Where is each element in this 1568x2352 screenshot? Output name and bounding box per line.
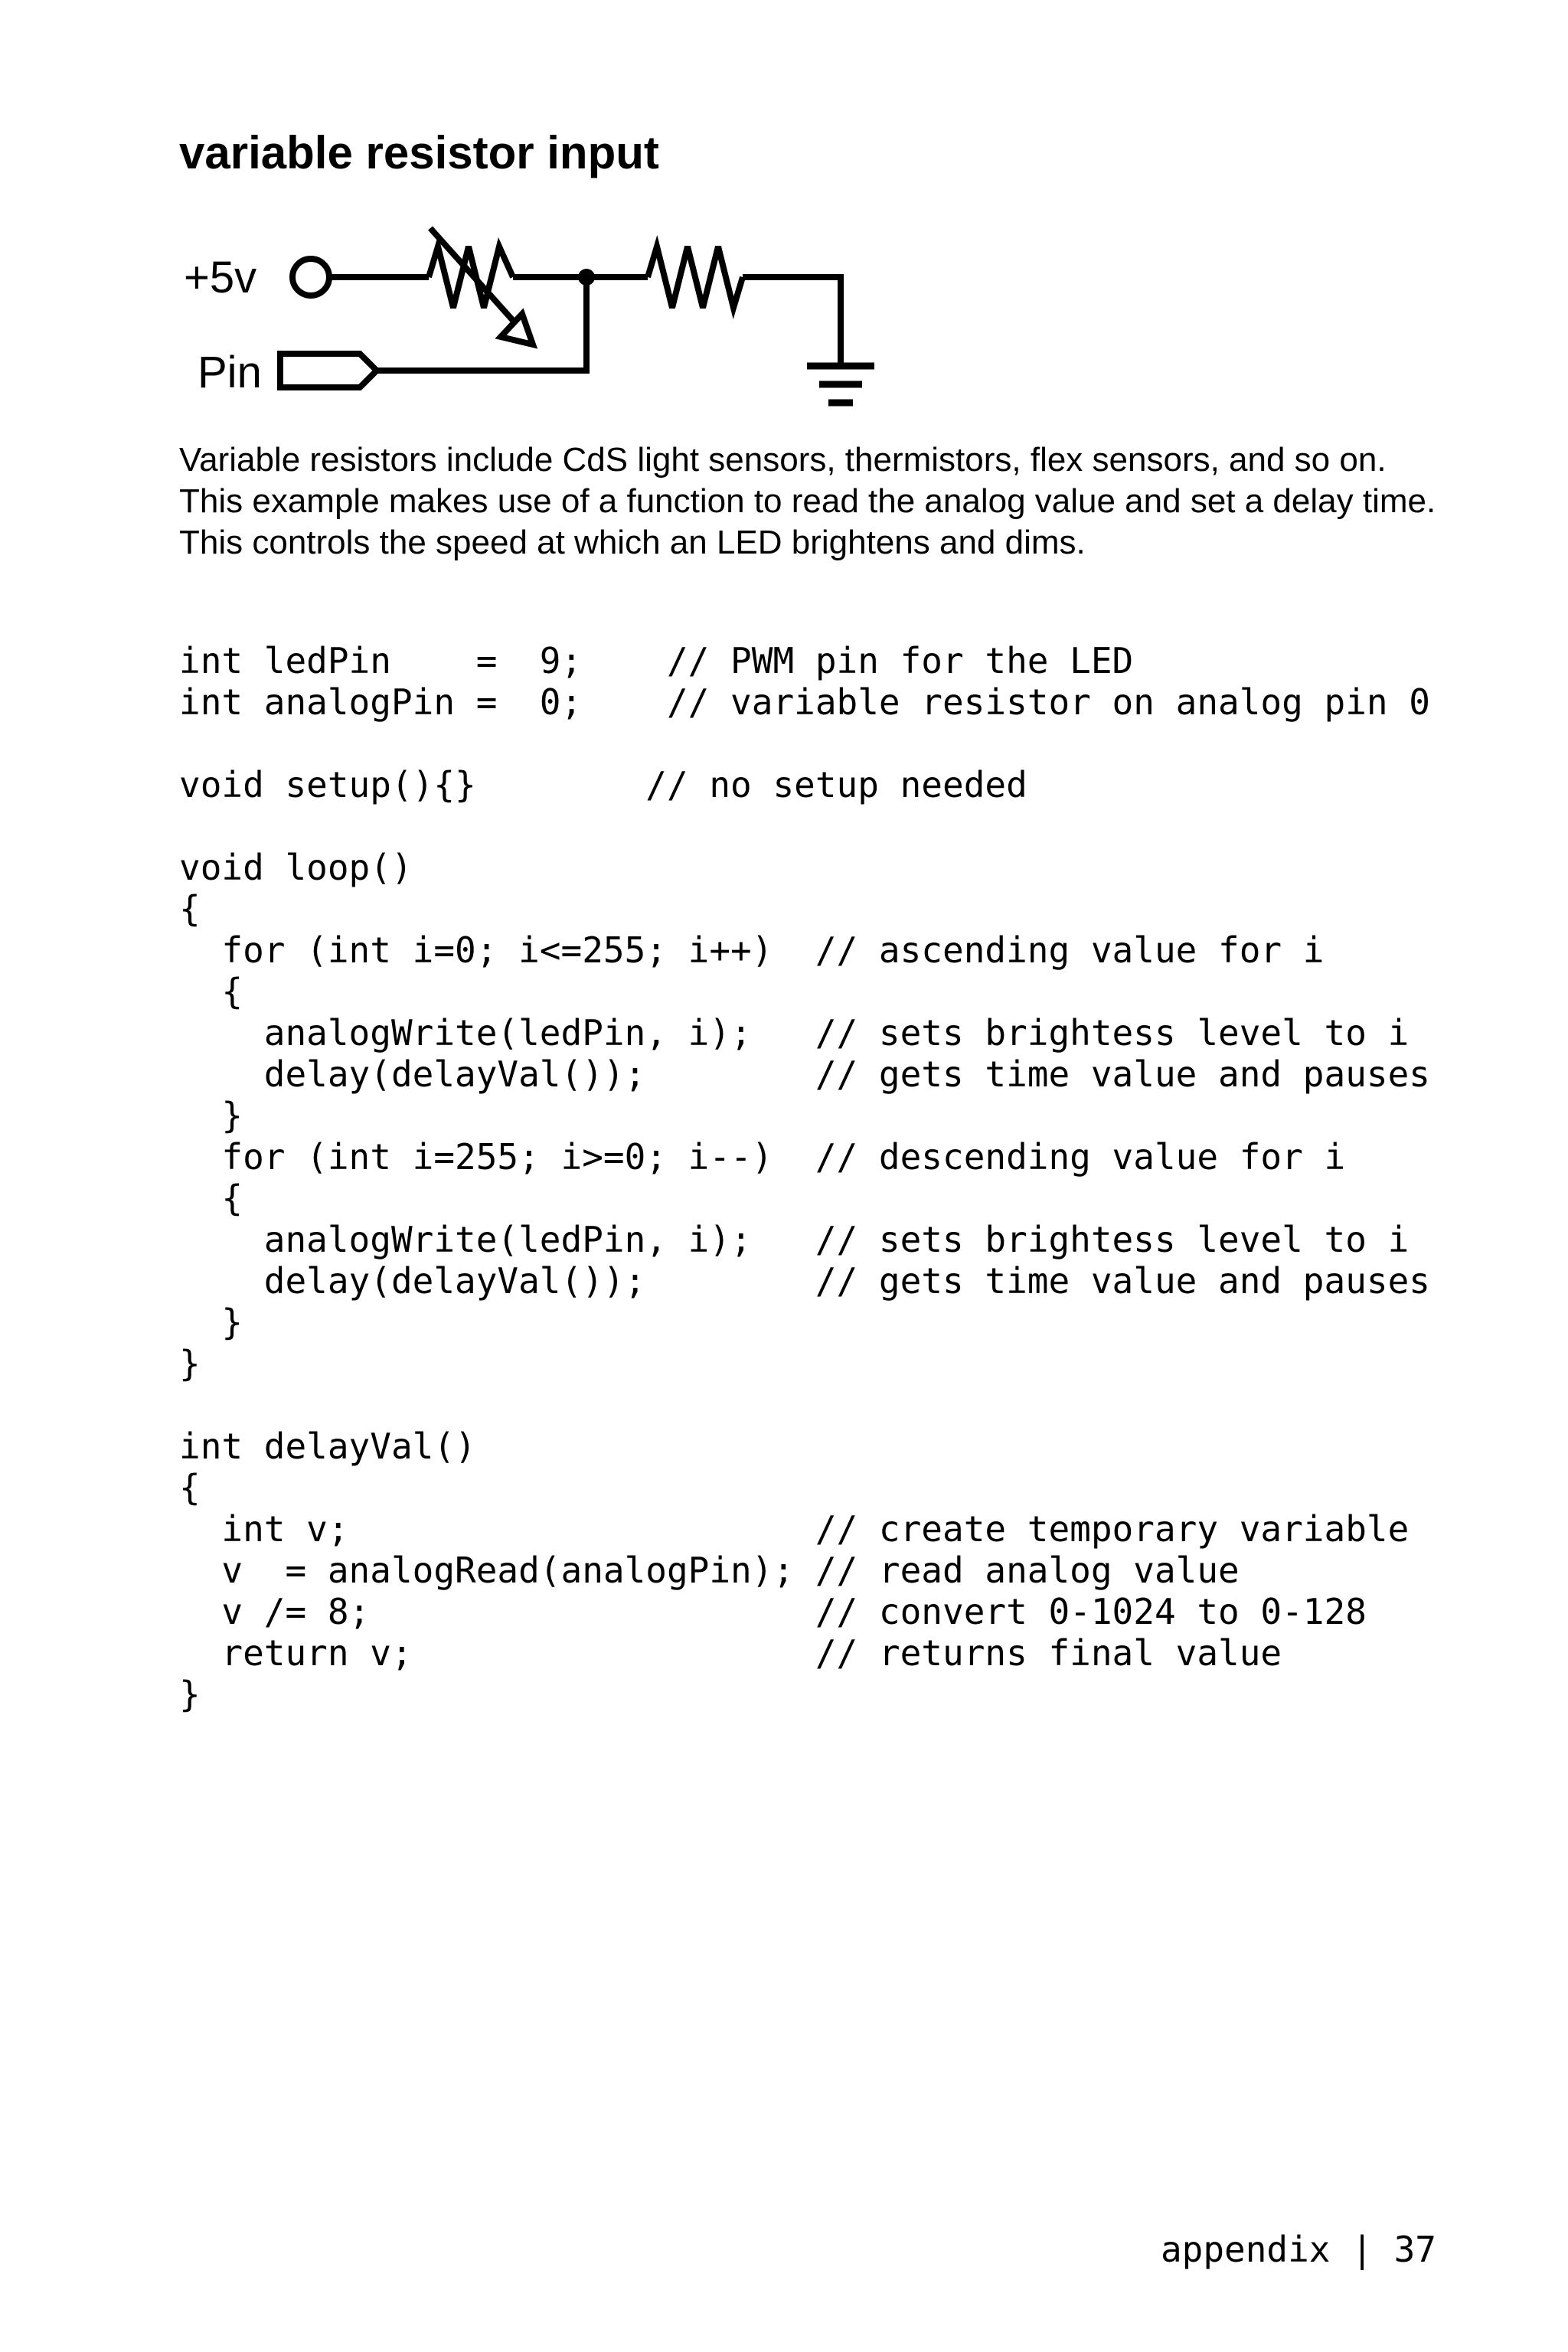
page-number: 37 bbox=[1393, 2229, 1436, 2270]
code-line: return v; // returns final value bbox=[179, 1632, 1282, 1674]
footer-separator: | bbox=[1351, 2229, 1373, 2270]
description-paragraph: Variable resistors include CdS light sensors, thermistors, flex sensors, and so on. This example makes use of a function to read the analog value and set a delay time. This controls the speed at which an LED brightens and dims. bbox=[179, 441, 1436, 561]
supply-label: +5v bbox=[184, 253, 257, 302]
code-line bbox=[179, 805, 1430, 847]
code-line: int v; // create temporary variable bbox=[179, 1508, 1410, 1550]
code-line: int ledPin = 9; // PWM pin for the LED bbox=[179, 640, 1134, 681]
code-line: void setup(){} // no setup needed bbox=[179, 764, 1027, 805]
wire bbox=[743, 277, 841, 366]
code-line: v = analogRead(analogPin); // read analog value bbox=[179, 1550, 1240, 1591]
code-line: { bbox=[179, 1467, 201, 1508]
code-line: delay(delayVal()); // gets time value and pauses bbox=[179, 1054, 1430, 1095]
code-line: for (int i=255; i>=0; i--) // descending value for i bbox=[179, 1136, 1346, 1178]
code-line: delay(delayVal()); // gets time value and pauses bbox=[179, 1260, 1430, 1302]
resistor-icon bbox=[648, 247, 743, 308]
code-line: void loop() bbox=[179, 847, 413, 888]
code-line bbox=[179, 1384, 1430, 1426]
code-line: analogWrite(ledPin, i); // sets brightess level to i bbox=[179, 1219, 1410, 1260]
code-block bbox=[179, 640, 1430, 1715]
pin-connector-icon bbox=[280, 354, 377, 387]
code-line: } bbox=[179, 1343, 201, 1384]
footer-section: appendix bbox=[1160, 2229, 1331, 2270]
page-title: variable resistor input bbox=[179, 127, 659, 178]
arrow-head-icon bbox=[501, 314, 533, 345]
circuit-schematic bbox=[176, 222, 911, 421]
supply-terminal-icon bbox=[292, 259, 329, 296]
code-line: int analogPin = 0; // variable resistor on analog pin 0 bbox=[179, 681, 1430, 723]
ground-icon bbox=[807, 366, 874, 403]
code-line: } bbox=[179, 1302, 243, 1343]
pin-label: Pin bbox=[198, 348, 262, 397]
code-line: for (int i=0; i<=255; i++) // ascending value for i bbox=[179, 929, 1325, 971]
code-line: analogWrite(ledPin, i); // sets brightess level to i bbox=[179, 1012, 1410, 1054]
page-footer bbox=[1161, 2226, 1436, 2272]
junction-dot-icon bbox=[578, 269, 595, 286]
code-line: v /= 8; // convert 0-1024 to 0-128 bbox=[179, 1591, 1367, 1632]
code-line: } bbox=[179, 1095, 243, 1136]
code-line: { bbox=[179, 888, 201, 929]
code-line: int delayVal() bbox=[179, 1426, 476, 1467]
code-line bbox=[179, 723, 1430, 764]
code-line: } bbox=[179, 1674, 201, 1715]
code-line: { bbox=[179, 971, 243, 1012]
code-line: { bbox=[179, 1178, 243, 1219]
